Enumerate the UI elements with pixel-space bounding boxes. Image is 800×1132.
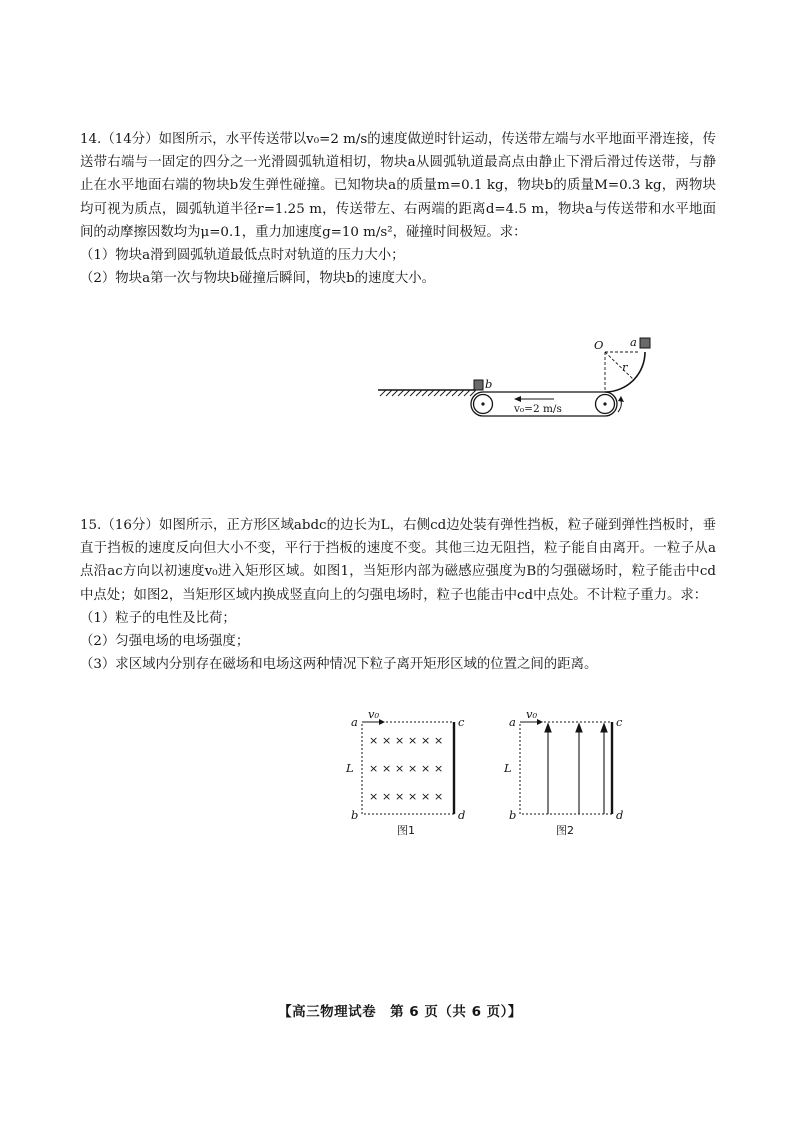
problem-14-question-2: （2）物块a第一次与物块b碰撞后瞬间，物块b的速度大小。 [80,271,436,287]
block-b [474,380,483,390]
label-L: L [346,761,354,775]
svg-text:×: × [408,762,418,775]
figure-2-caption: 图2 [556,824,574,837]
problem-15-figure-2 [500,704,640,844]
label-a: a [351,715,358,729]
electric-field-lines [545,724,607,814]
svg-text:×: × [421,790,431,803]
problem-14-figure [378,330,668,430]
label-v0: v₀ [526,707,538,721]
magnetic-field-crosses [369,734,443,803]
label-b: b [485,377,493,391]
v0-arrowhead [379,719,385,725]
square-region [520,722,612,814]
svg-text:×: × [395,790,405,803]
label-a: a [630,335,637,349]
problem-15-statement: 15.（16分）如图所示，正方形区域abdc的边长为L，右侧cd边处装有弹性挡板，粒子碰到弹性挡板时，垂直于挡板的速度反向但大小不变，平行于挡板的速度不变。其他三边无阻挡，粒子能自由离开。一粒子从a点沿ac方向以初速度v₀进入矩形区域。如图1，当矩形内部为磁感应强度为B的匀强磁场时，粒子能击中cd中点处；如图2，当矩形区域内换成竖直向上的匀强电场时，粒子也能击中cd中点处。不计粒子重力。求： [80,518,716,603]
ground [378,390,476,396]
svg-text:×: × [421,762,431,775]
right-pulley-axle [603,402,606,405]
problem-15-figure-1 [335,704,475,844]
label-a: a [509,715,516,729]
problem-15 [80,514,716,676]
label-v0: v₀ [368,707,380,721]
problem-15-question-3: （3）求区域内分别存在磁场和电场这两种情况下粒子离开矩形区域的位置之间的距离。 [80,657,598,673]
label-b: b [509,808,517,822]
label-c: c [458,715,465,729]
left-pulley-axle [481,402,484,405]
svg-text:×: × [369,734,379,747]
svg-text:×: × [421,734,431,747]
svg-text:×: × [434,762,444,775]
problem-14-statement: 14.（14分）如图所示，水平传送带以v₀=2 m/s的速度做逆时针运动，传送带左端与水平地面平滑连接，传送带右端与一固定的四分之一光滑圆弧轨道相切，物块a从圆弧轨道最高点由静止下滑后滑过传送带，与静止在水平地面右端的物块b发生弹性碰撞。已知物块a的质量m=0.1 kg，物块b的质量M=0.3 kg，两物块均可视为质点，圆弧轨道半径r=1.25 m，传送带左、右两端的距离d=4.5 m，物块a与传送带和水平地面间的动摩擦因数均为μ=0.1，重力加速度g=10 m/s²，碰撞时间极短。求： [80,132,716,240]
label-L: L [504,761,512,775]
label-r: r [622,360,628,374]
label-d: d [458,808,466,822]
problem-14-question-1: （1）物块a滑到圆弧轨道最低点时对轨道的压力大小； [80,248,405,264]
page-footer: 【高三物理试卷 第 6 页（共 6 页）】 [278,1004,522,1020]
label-d: d [616,808,624,822]
svg-text:×: × [408,790,418,803]
radius-slant [605,352,634,380]
svg-text:×: × [434,790,444,803]
label-b: b [351,808,359,822]
velocity-label: v₀=2 m/s [514,403,562,415]
svg-text:×: × [382,762,392,775]
rotation-arrowhead [618,396,624,402]
svg-text:×: × [395,734,405,747]
problem-15-question-1: （1）粒子的电性及比荷； [80,610,236,626]
figure-1-caption: 图1 [397,824,415,837]
label-O: O [594,338,604,352]
svg-text:×: × [382,734,392,747]
svg-text:×: × [408,734,418,747]
block-a [640,338,650,348]
problem-15-question-2: （2）匀强电场的电场强度； [80,634,250,650]
problem-14 [80,128,716,290]
svg-text:×: × [382,790,392,803]
rotation-arrow [618,400,621,412]
label-c: c [616,715,623,729]
svg-text:×: × [369,790,379,803]
svg-text:×: × [395,762,405,775]
svg-text:×: × [369,762,379,775]
velocity-arrowhead [514,396,521,402]
svg-text:×: × [434,734,444,747]
v0-arrowhead [537,719,543,725]
